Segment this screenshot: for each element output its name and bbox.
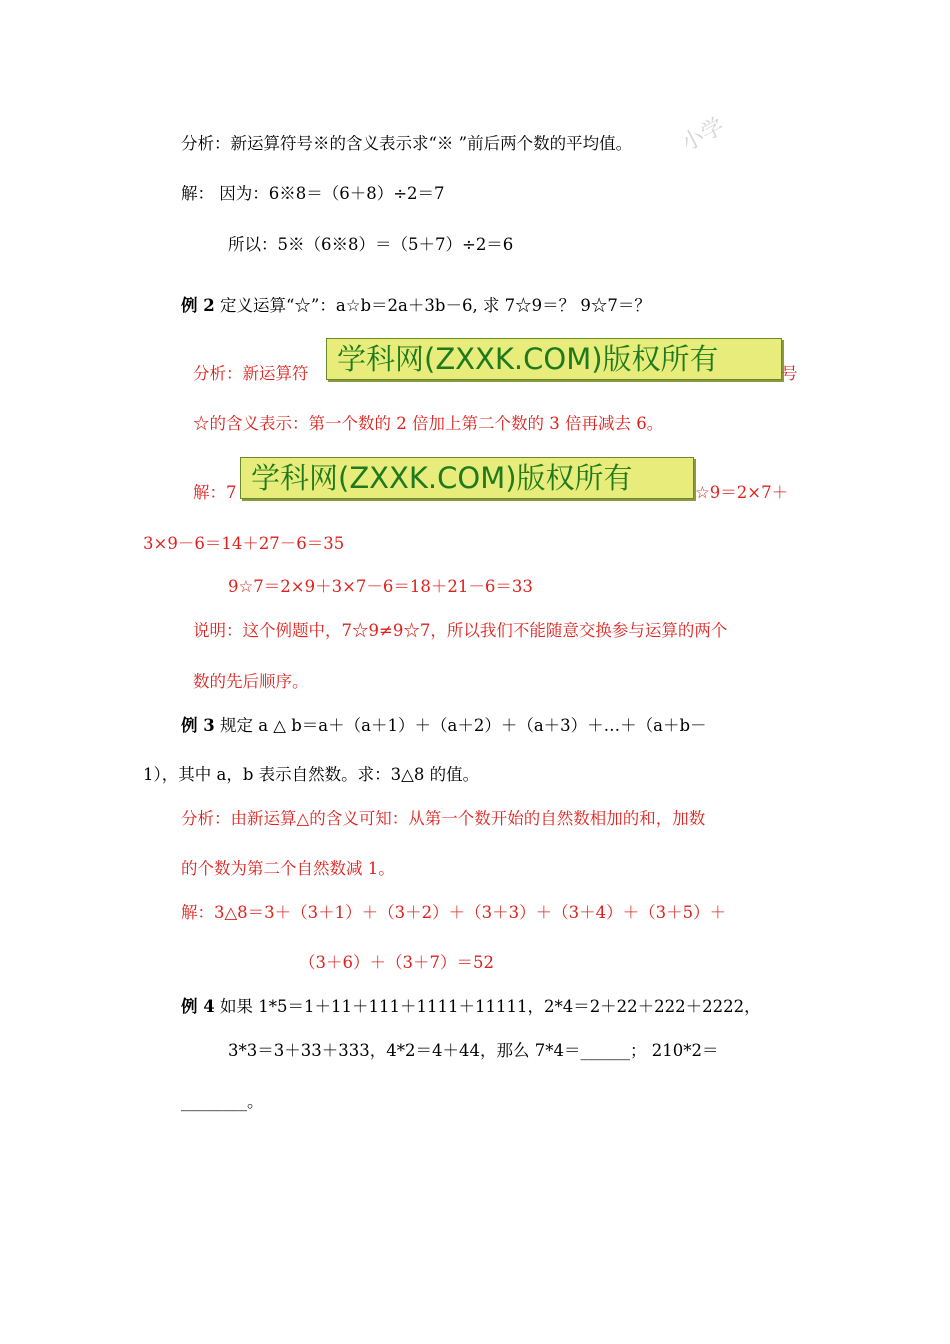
solution-line-1: 解： 因为：6※8＝（6＋8）÷2＝7 [181,184,445,203]
example-2-note-line-2: 数的先后顺序。 [193,672,309,691]
example-2-text: 定义运算“☆”：a☆b＝2a＋3b－6, 求 7☆9＝？ 9☆7＝？ [219,296,651,315]
example-2-solution-line-3: 9☆7＝2×9＋3×7－6＝18＋21－6＝33 [228,577,533,596]
example-4-text: 如果 1*5＝1＋11＋111＋1111＋11111，2*4＝2＋22＋222＋2222， [219,997,761,1016]
example-2-heading [181,296,651,316]
solution-line-2: 所以：5※（6※8）＝（5＋7）÷2＝6 [228,235,514,254]
faint-watermark: 小学 [677,113,729,157]
example-2-note-line-1: 说明：这个例题中，7☆9≠9☆7，所以我们不能随意交换参与运算的两个 [193,621,728,640]
example-2-solution-line-2: 3×9－6＝14＋27－6＝35 [143,534,345,553]
example-2-analysis-start: 分析：新运算符 [193,364,309,383]
example-3-analysis-line-1: 分析：由新运算△的含义可知：从第一个数开始的自然数相加的和，加数 [181,809,706,828]
copyright-stamp-2: 学科网(ZXXK.COM)版权所有 [240,457,694,499]
example-3-solution-line-2: （3＋6）＋（3＋7）＝52 [299,953,494,972]
copyright-stamp-1: 学科网(ZXXK.COM)版权所有 [326,338,782,380]
example-2-solution-end: ☆9＝2×7＋ [695,483,789,502]
example-2-solution-start: 解：7 [193,483,237,502]
example-3-label: 例 3 [181,716,215,735]
example-3-heading [181,716,707,736]
example-2-analysis-line-2: ☆的含义表示：第一个数的 2 倍加上第二个数的 3 倍再减去 6。 [193,414,664,433]
example-3-text: 规定 a △ b＝a＋（a＋1）＋（a＋2）＋（a＋3）＋…＋（a＋b－ [219,716,707,735]
example-2-label: 例 2 [181,296,215,315]
example-3-text-line-2: 1），其中 a，b 表示自然数。求：3△8 的值。 [143,765,480,784]
analysis-line-1: 分析：新运算符号※的含义表示求“※ ”前后两个数的平均值。 [181,134,633,153]
example-4-text-line-2: 3*3＝3＋33＋333，4*2＝4＋44，那么 7*4＝______； 210*2＝ [228,1041,719,1060]
example-4-text-line-3: ________。 [181,1092,264,1111]
example-3-solution-line-1: 解：3△8＝3＋（3＋1）＋（3＋2）＋（3＋3）＋（3＋4）＋（3＋5）＋ [181,903,727,922]
example-2-analysis-end: 号 [781,364,798,383]
example-3-analysis-line-2: 的个数为第二个自然数减 1。 [181,859,395,878]
example-4-heading [181,997,761,1017]
example-4-label: 例 4 [181,997,215,1016]
